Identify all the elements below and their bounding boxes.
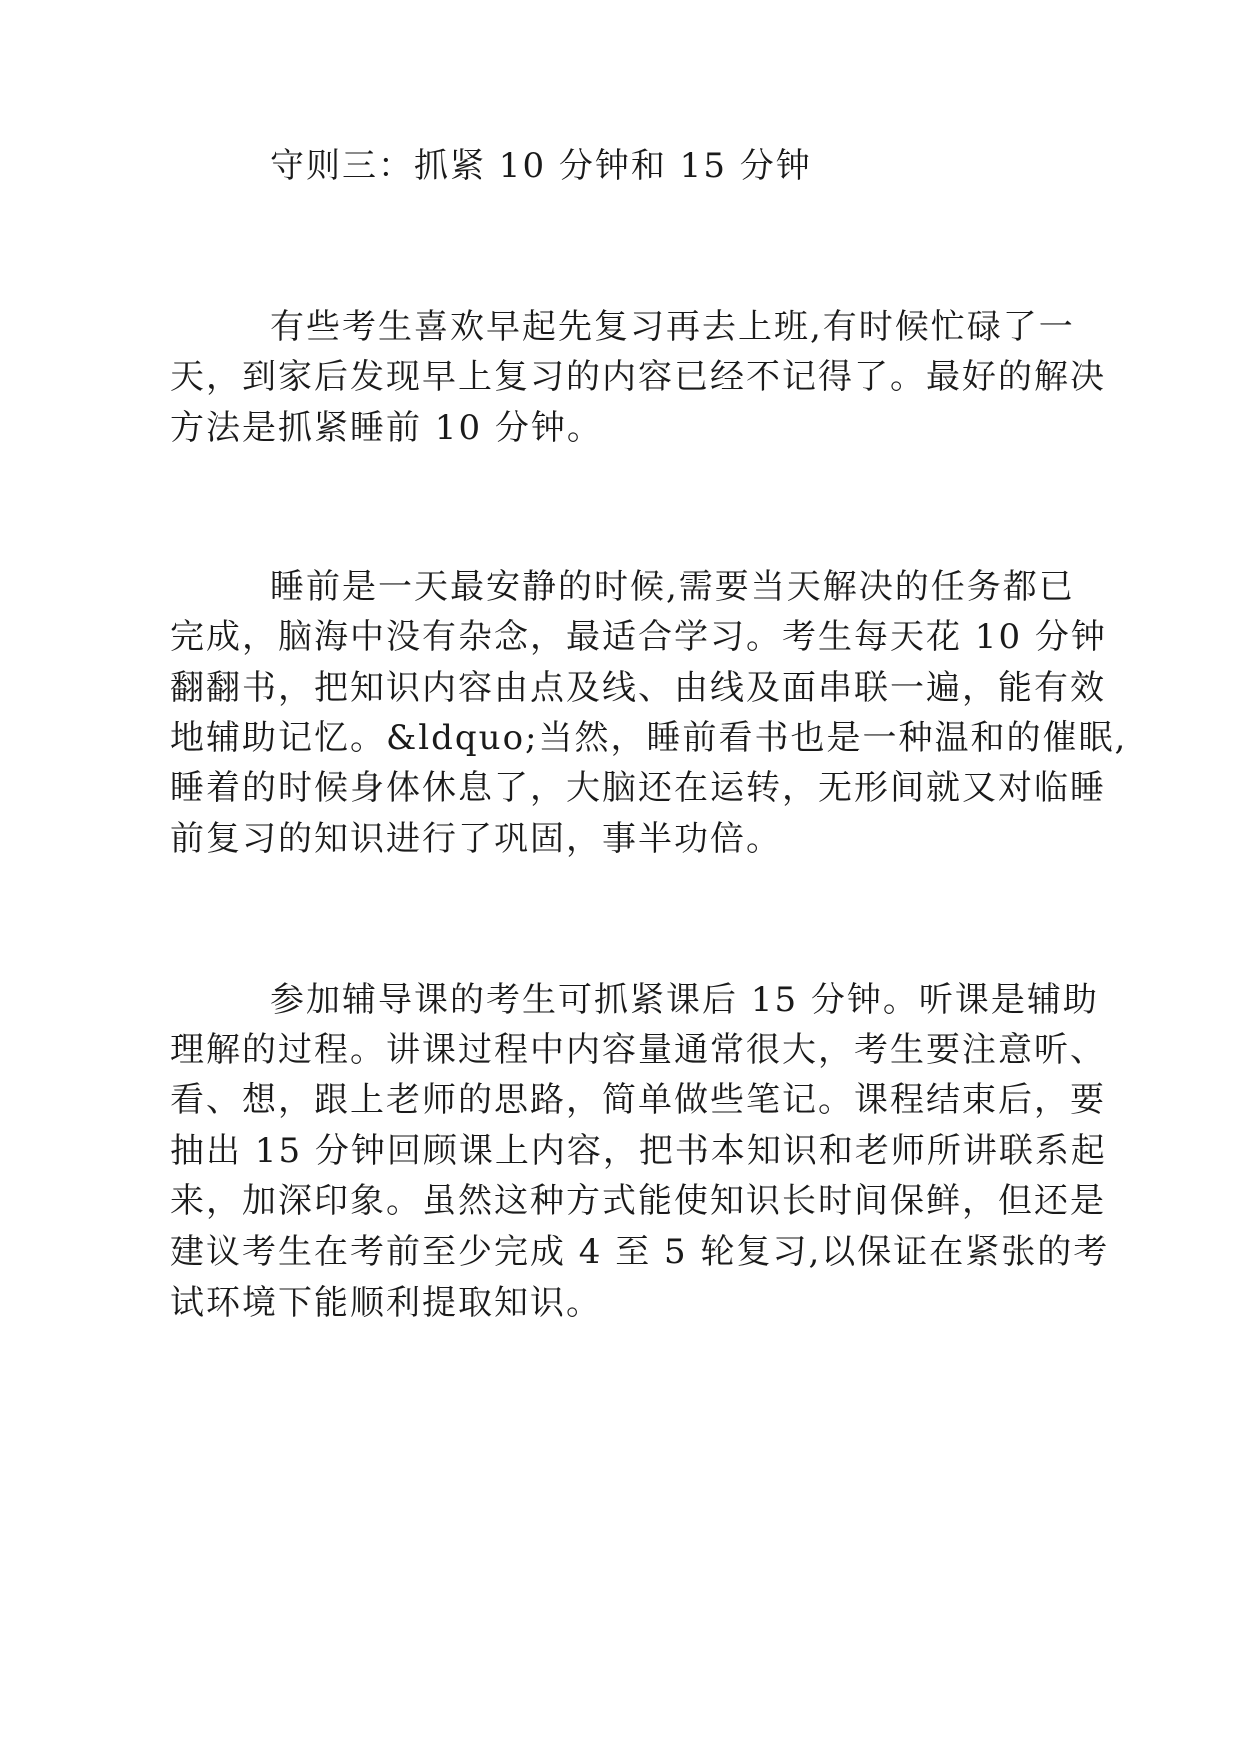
paragraph-line: 有些考生喜欢早起先复习再去上班,有时候忙碌了一 xyxy=(270,307,1075,347)
paragraph-line: 抽出 15 分钟回顾课上内容，把书本知识和老师所讲联系起 xyxy=(170,1131,1107,1171)
paragraph-line: 看、想，跟上老师的思路，简单做些笔记。课程结束后，要 xyxy=(170,1080,1106,1120)
paragraph-line: 睡着的时候身体休息了，大脑还在运转，无形间就又对临睡 xyxy=(170,768,1106,808)
paragraph-line: 天，到家后发现早上复习的内容已经不记得了。最好的解决 xyxy=(170,357,1106,397)
paragraph-line: 参加辅导课的考生可抓紧课后 15 分钟。听课是辅助 xyxy=(270,980,1099,1020)
paragraph-line: 来，加深印象。虽然这种方式能使知识长时间保鲜，但还是 xyxy=(170,1181,1106,1221)
paragraph-line: 翻翻书，把知识内容由点及线、由线及面串联一遍，能有效 xyxy=(170,668,1106,708)
paragraph-line: 前复习的知识进行了巩固，事半功倍。 xyxy=(170,819,782,859)
paragraph-line: 方法是抓紧睡前 10 分钟。 xyxy=(170,408,603,448)
paragraph-line: 理解的过程。讲课过程中内容量通常很大，考生要注意听、 xyxy=(170,1030,1106,1070)
section-heading: 守则三：抓紧 10 分钟和 15 分钟 xyxy=(270,146,812,186)
paragraph-line: 试环境下能顺利提取知识。 xyxy=(170,1283,602,1323)
paragraph-line: 睡前是一天最安静的时候,需要当天解决的任务都已 xyxy=(270,567,1075,607)
paragraph-line: 完成，脑海中没有杂念，最适合学习。考生每天花 10 分钟 xyxy=(170,617,1107,657)
paragraph-line: 地辅助记忆。&ldquo;当然，睡前看书也是一种温和的催眠, xyxy=(170,718,1128,758)
paragraph-line: 建议考生在考前至少完成 4 至 5 轮复习,以保证在紧张的考 xyxy=(170,1232,1110,1272)
